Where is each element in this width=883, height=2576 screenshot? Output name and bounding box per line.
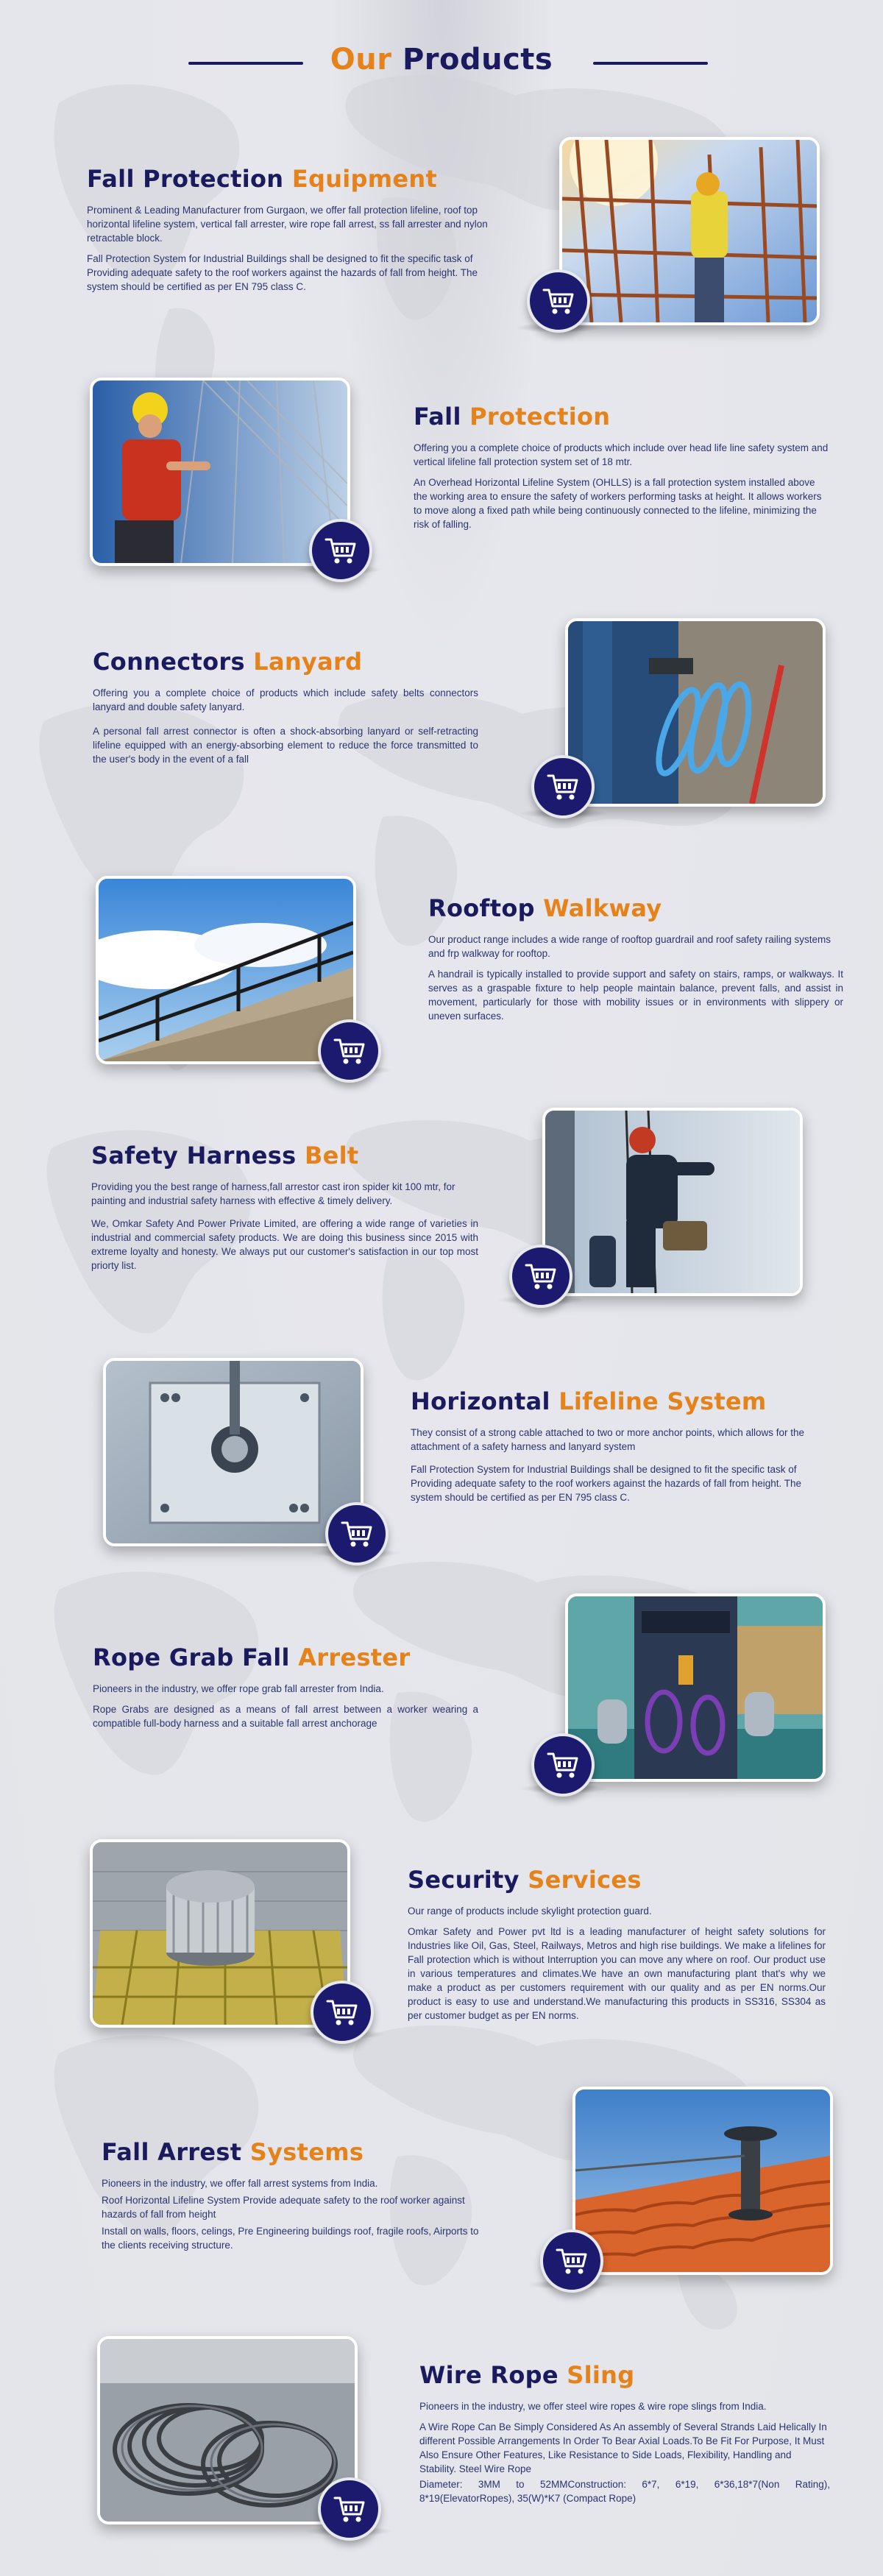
add-to-cart-button[interactable] (309, 519, 372, 582)
shopping-cart-icon (333, 2494, 366, 2524)
product-description: Prominent & Leading Manufacturer from Gurgaon, we offer fall protection lifeline, roof top horizontal lifeline system, vertical fall arrester, wire rope fall arrest, ss fall arrester and nylon retractable block. (87, 205, 488, 244)
product-description: Our product range includes a wide range of rooftop guardrail and roof safety railing systems and frp walkway for rooftop. (428, 934, 831, 959)
product-image (103, 1358, 364, 1546)
shopping-cart-icon (333, 1036, 366, 1066)
add-to-cart-button[interactable] (531, 755, 595, 818)
add-to-cart-button[interactable] (325, 1502, 389, 1565)
product-description: Rope Grabs are designed as a means of fall arrest between a worker wearing a compatible full-body harness and a suitable fall arrest anchorage (93, 1704, 478, 1729)
product-section-fall-protection-equipment (0, 132, 883, 353)
product-description: Install on walls, floors, celings, Pre Engineering buildings roof, fragile roofs, Airports to the clients receiving structure. (102, 2226, 479, 2251)
product-description: Omkar Safety and Power pvt ltd is a leading manufacturer of height safety solutions for Industries like Oil, Gas, Steel, Railways, Metros and high rise buildings. We make a lifelines for Fall protection which is without Interruption you can move any where on roof. Our product use in various temperatures and climates.We have an own manufacturing plant that's why we make a product as per customers requirement with our quality and as per EN norms.Our product is easy to use and understand.We manufacturing this products in SS316, SS304 as per customer budget as per EN norms. (408, 1926, 826, 2021)
product-title: Wire Rope Sling (419, 2361, 635, 2389)
add-to-cart-button[interactable] (318, 1019, 381, 1083)
product-title: Rope Grab Fall Arrester (93, 1643, 411, 1671)
product-image (565, 618, 826, 807)
product-description: A Wire Rope Can Be Simply Considered As An assembly of Several Strands Laid Helically In different Possible Arrangements In Order To Bear Axial Loads.To Be Fit For Purpose, It Must Also Ensure Other Features, Like Resistance to Side Loads, Flexibility, Handling and Stability. Steel Wire Rope (419, 2421, 827, 2474)
shopping-cart-icon (546, 772, 580, 802)
add-to-cart-button[interactable] (509, 1245, 572, 1308)
product-description: Offering you a complete choice of products which include safety belts connectors lanyard and double safety lanyard. (93, 687, 478, 712)
product-section-safety-harness-belt (0, 1108, 883, 1328)
product-title: Safety Harness Belt (91, 1142, 359, 1170)
product-image (96, 876, 356, 1064)
shopping-cart-icon (542, 286, 575, 316)
header-right-line (593, 62, 708, 65)
product-description: We, Omkar Safety And Power Private Limited, are offering a wide range of varieties in industrial and commercial safety products. We are doing this business since 2015 with extreme loyalty and honesty. We always put our customer's satisfaction in our top most priorty list. (91, 1218, 478, 1271)
shopping-cart-icon (324, 536, 358, 565)
add-to-cart-button[interactable] (311, 1981, 374, 2044)
product-title: Fall Arrest Systems (102, 2138, 364, 2166)
product-description: Fall Protection System for Industrial Buildings shall be designed to fit the specific task of Providing adequate safety to the roof workers against the hazards of fall from height. The system should be certified as per EN 795 class C. (87, 253, 478, 292)
product-image (90, 1839, 350, 2028)
product-description: A personal fall arrest connector is often a shock-absorbing lanyard or self-retracting lifeline equipped with an energy-absorbing element to reduce the force transmitted to the user's body in the event of a fall (93, 726, 478, 765)
product-section-connectors-lanyard (0, 618, 883, 839)
add-to-cart-button[interactable] (531, 1733, 595, 1797)
product-section-fall-protection (0, 372, 883, 592)
product-image (565, 1593, 826, 1782)
product-description: An Overhead Horizontal Lifeline System (OHLLS) is a fall protection system installed above the working area to ensure the safety of workers performing tasks at height. It allows workers to move along a fixed path while being continuously connected to the lifeline, minimizing the risk of falling. (414, 477, 822, 530)
page-title: Our Products (330, 43, 553, 77)
shopping-cart-icon (340, 1519, 374, 1549)
product-description: Pioneers in the industry, we offer steel wire ropes & wire rope slings from India. (419, 2401, 767, 2412)
product-section-rope-grab-fall-arrester (0, 1593, 883, 1814)
product-section-security-services (0, 1836, 883, 2057)
product-description: A handrail is typically installed to provide support and safety on stairs, ramps, or walkways. It serves as a graspable fixture to help people maintain balance, prevent falls, and assist in movement, particularly for those with mobility issues or in environments with slippery or uneven surfaces. (428, 969, 843, 1022)
product-description: Roof Horizontal Lifeline System Provide adequate safety to the roof worker against hazards of fall from height (102, 2195, 465, 2220)
shopping-cart-icon (555, 2246, 589, 2276)
product-title: Horizontal Lifeline System (411, 1387, 767, 1415)
product-description: Pioneers in the industry, we offer fall arrest systems from India. (102, 2178, 378, 2189)
shopping-cart-icon (325, 1998, 359, 2027)
header-left-line (188, 62, 303, 65)
product-image (559, 137, 820, 325)
product-description: Our range of products include skylight protection guard. (408, 1906, 652, 1917)
product-description: They consist of a strong cable attached to two or more anchor points, which allows for the attachment of a safety harness and lanyard system (411, 1427, 805, 1452)
product-section-fall-arrest-systems (0, 2087, 883, 2307)
product-image (572, 2087, 833, 2275)
product-title: Security Services (408, 1866, 642, 1894)
product-description: Diameter: 3MM to 52MMConstruction: 6*7, 6*19, 6*36,18*7(Non Rating), 8*19(ElevatorRopes), 35(W)*K7 (Compact Rope) (419, 2479, 830, 2504)
product-section-horizontal-lifeline-system (0, 1358, 883, 1579)
product-description: Offering you a complete choice of products which include over head life line safety system and vertical lifeline fall protection system set of 18 mtr. (414, 442, 829, 467)
product-title: Rooftop Walkway (428, 894, 662, 922)
add-to-cart-button[interactable] (540, 2229, 603, 2293)
add-to-cart-button[interactable] (318, 2477, 381, 2541)
product-section-wire-rope-sling (0, 2333, 883, 2569)
add-to-cart-button[interactable] (527, 269, 590, 333)
product-description: Fall Protection System for Industrial Buildings shall be designed to fit the specific task of Providing adequate safety to the roof workers against the hazards of fall from height. The system should be certified as per EN 795 class C. (411, 1464, 802, 1503)
product-image (97, 2336, 358, 2524)
product-description: Providing you the best range of harness,fall arrestor cast iron spider kit 100 mtr, for painting and industrial safety harness with effective & timely delivery. (91, 1181, 455, 1206)
product-title: Fall Protection (414, 403, 611, 431)
shopping-cart-icon (546, 1750, 580, 1780)
product-title: Connectors Lanyard (93, 648, 363, 676)
product-title: Fall Protection Equipment (87, 165, 438, 193)
shopping-cart-icon (524, 1262, 558, 1291)
product-section-rooftop-walkway (0, 872, 883, 1093)
product-description: Pioneers in the industry, we offer rope grab fall arrester from India. (93, 1683, 384, 1694)
product-image (542, 1108, 803, 1296)
page-header (0, 43, 883, 77)
